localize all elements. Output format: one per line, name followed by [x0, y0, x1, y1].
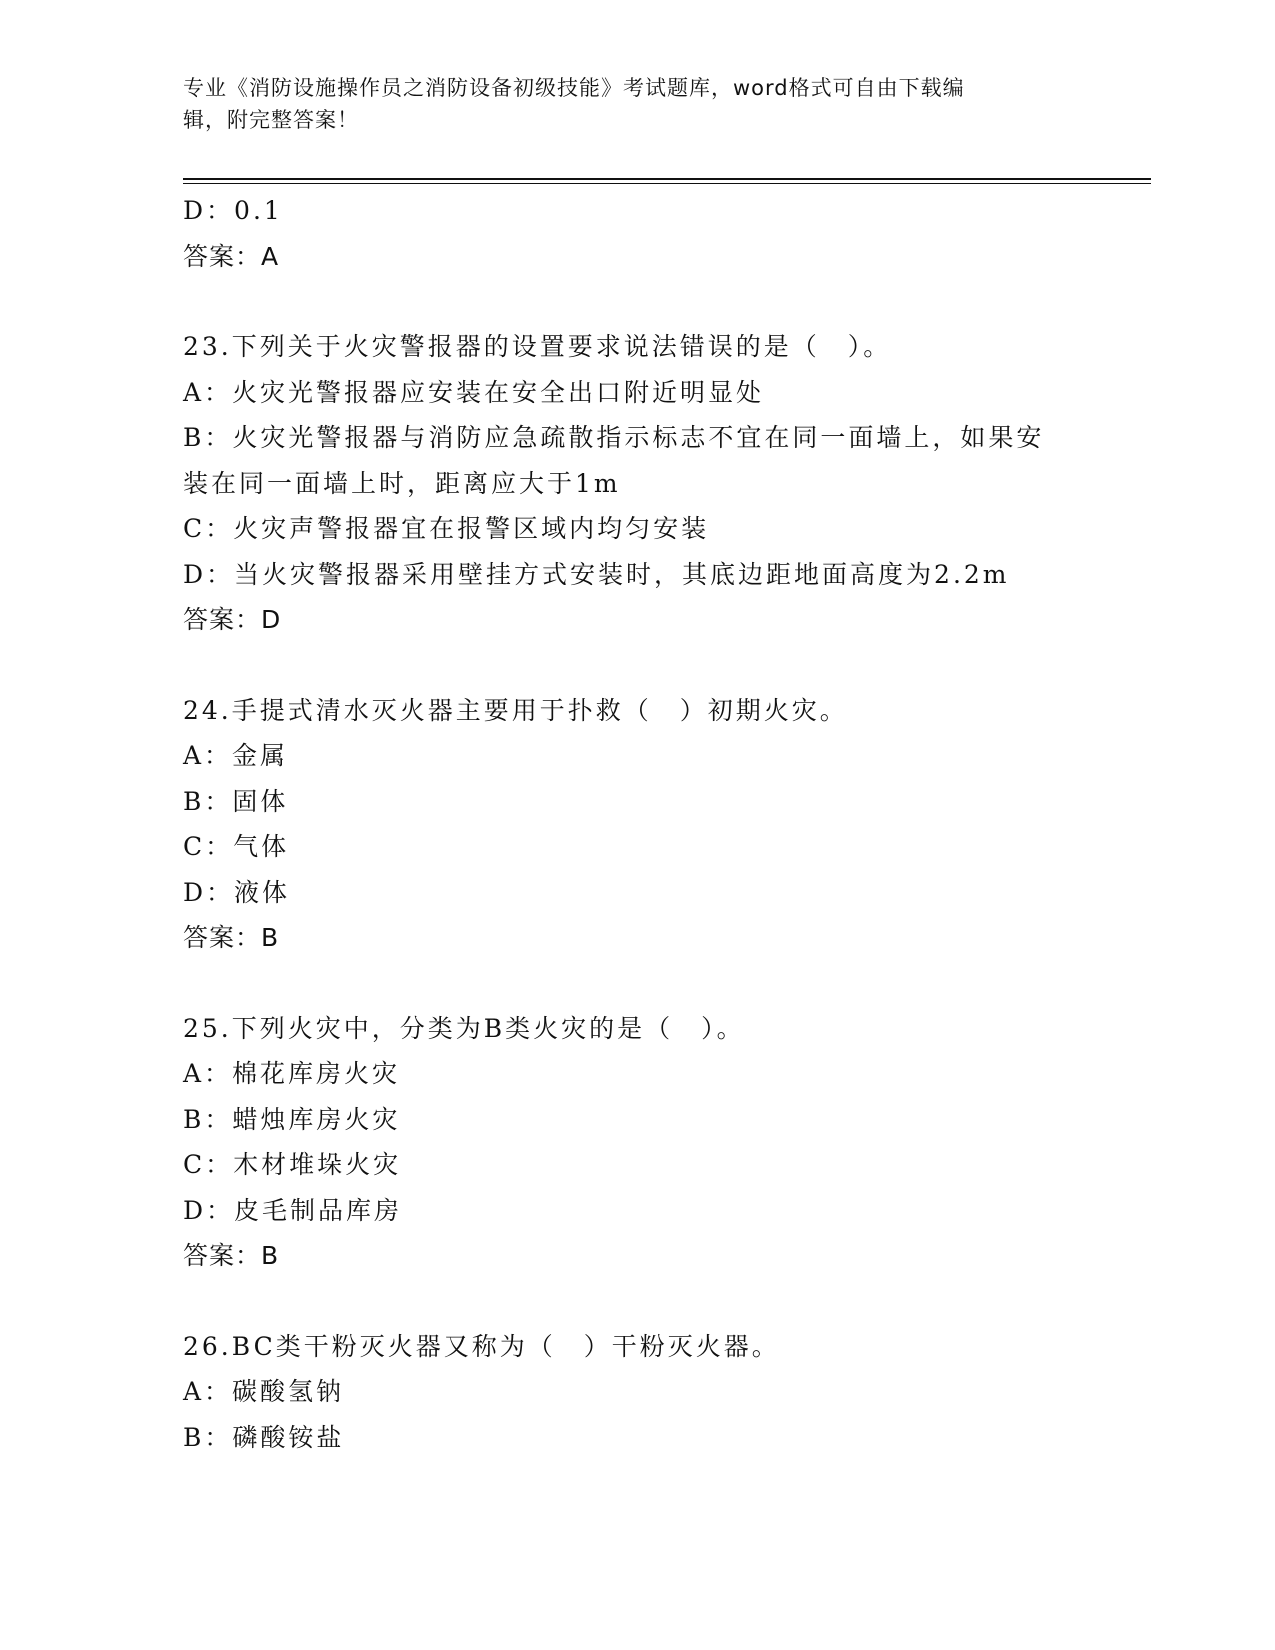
question-stem: 24.手提式清水灭火器主要用于扑救（ ）初期火灾。: [183, 695, 848, 725]
answer: 答案：B: [183, 1241, 280, 1270]
question-list: [183, 188, 1083, 1460]
option-d: D：液体: [183, 877, 291, 907]
option-b: B：固体: [183, 786, 289, 816]
header-divider-thick: [183, 178, 1151, 180]
spacer: [183, 279, 1083, 324]
header-line-2: 辑，附完整答案！: [183, 108, 359, 132]
option-d: D：当火灾警报器采用壁挂方式安装时，其底边距地面高度为2.2m: [183, 559, 1010, 589]
option-b: B：蜡烛库房火灾: [183, 1104, 401, 1134]
option-b-continued: 装在同一面墙上时，距离应大于1m: [183, 468, 621, 498]
question-24: [183, 688, 1083, 961]
option-c: C：木材堆垛火灾: [183, 1150, 402, 1179]
question-stem: 25.下列火灾中，分类为B类火灾的是（ ）。: [183, 1013, 745, 1043]
option-a: A：棉花库房火灾: [183, 1059, 401, 1088]
option-a: A：金属: [183, 741, 289, 770]
question-23: [183, 324, 1083, 643]
answer: 答案：D: [183, 605, 282, 634]
option-c: C：气体: [183, 832, 290, 861]
option-b: B：火灾光警报器与消防应急疏散指示标志不宜在同一面墙上，如果安: [183, 423, 1045, 452]
question-26: [183, 1324, 1083, 1461]
spacer: [183, 1279, 1083, 1324]
spacer: [183, 643, 1083, 688]
spacer: [183, 961, 1083, 1006]
header-line-1: 专业《消防设施操作员之消防设备初级技能》考试题库，word格式可自由下载编: [183, 76, 965, 100]
question-stem: 26.BC类干粉灭火器又称为（ ）干粉灭火器。: [183, 1331, 780, 1361]
question-stem: 23.下列关于火灾警报器的设置要求说法错误的是（ ）。: [183, 332, 892, 361]
document-header: [183, 72, 1073, 136]
header-divider-thin: [183, 183, 1151, 184]
option-b: B：磷酸铵盐: [183, 1422, 345, 1452]
option-a: A：碳酸氢钠: [183, 1377, 345, 1406]
prev-answer: 答案：A: [183, 241, 280, 271]
option-d: D：皮毛制品库房: [183, 1195, 403, 1225]
answer: 答案：B: [183, 923, 280, 952]
question-25: [183, 1006, 1083, 1279]
option-c: C：火灾声警报器宜在报警区域内均匀安装: [183, 514, 710, 543]
prev-option-d: D：0.1: [183, 196, 283, 225]
option-a: A：火灾光警报器应安装在安全出口附近明显处: [183, 377, 765, 407]
